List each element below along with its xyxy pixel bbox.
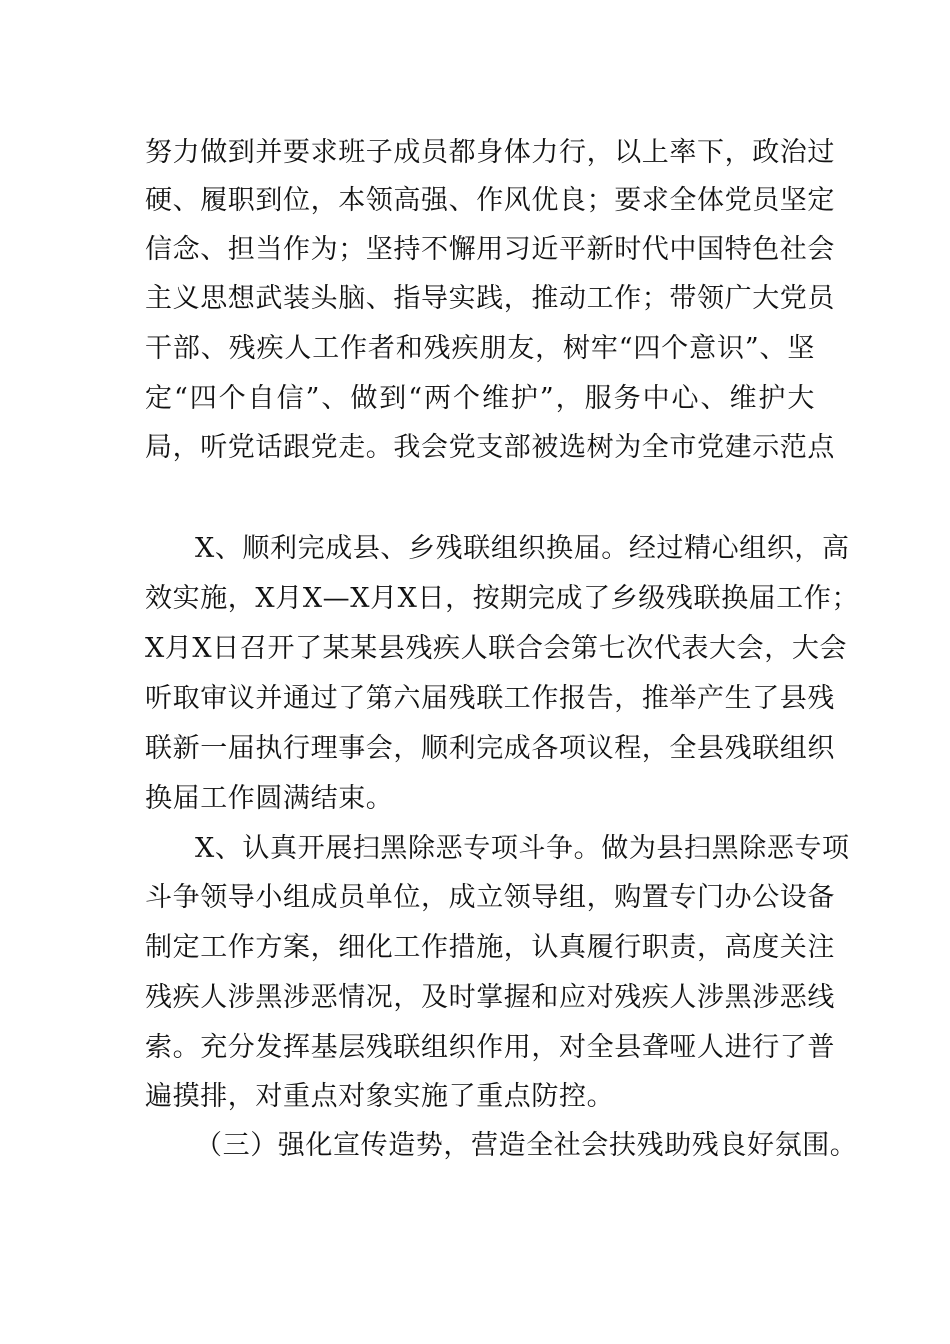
- p1-line-2: 硬、履职到位，本领高强、作风优良；要求全体党员坚定: [145, 185, 835, 216]
- p3-line-3: 制定工作方案，细化工作措施，认真履行职责，高度关注: [145, 932, 835, 963]
- p1-line-1: 努力做到并要求班子成员都身体力行，以上率下，政治过: [145, 137, 835, 168]
- p2-line-6: 换届工作圆满结束。: [145, 783, 394, 814]
- p1-line-4: 主义思想武装头脑、指导实践，推动工作；带领广大党员: [145, 283, 835, 314]
- p3-line-5: 索。充分发挥基层残联组织作用，对全县聋哑人进行了普: [145, 1032, 835, 1063]
- p1-line-5: 干部、残疾人工作者和残疾朋友，树牢“四个意识”、坚: [145, 333, 815, 364]
- p2-line-2: 效实施，X月X—X月X日，按期完成了乡级残联换届工作；: [145, 583, 860, 614]
- p1-line-3: 信念、担当作为；坚持不懈用习近平新时代中国特色社会: [145, 234, 835, 265]
- p3-line-4: 残疾人涉黑涉恶情况，及时掌握和应对残疾人涉黑涉恶线: [145, 982, 835, 1013]
- p3-line-2: 斗争领导小组成员单位，成立领导组，购置专门办公设备: [145, 882, 835, 913]
- p2-line-3: X月X日召开了某某县残疾人联合会第七次代表大会，大会: [145, 633, 848, 664]
- p3-line-6: 遍摸排，对重点对象实施了重点防控。: [145, 1081, 615, 1112]
- p1-line-6: 定“四个自信”、做到“两个维护”，服务中心、维护大: [145, 383, 815, 414]
- p3-line-1: X、认真开展扫黑除恶专项斗争。做为县扫黑除恶专项: [195, 833, 850, 864]
- p2-line-5: 联新一届执行理事会，顺利完成各项议程，全县残联组织: [145, 733, 835, 764]
- p2-line-4: 听取审议并通过了第六届残联工作报告，推举产生了县残: [145, 683, 835, 714]
- section-heading-3: （三）强化宣传造势，营造全社会扶残助残良好氛围。: [195, 1130, 858, 1161]
- p1-line-7: 局，听党话跟党走。我会党支部被选树为全市党建示范点: [145, 432, 835, 463]
- p2-line-1: X、顺利完成县、乡残联组织换届。经过精心组织，高: [195, 533, 850, 564]
